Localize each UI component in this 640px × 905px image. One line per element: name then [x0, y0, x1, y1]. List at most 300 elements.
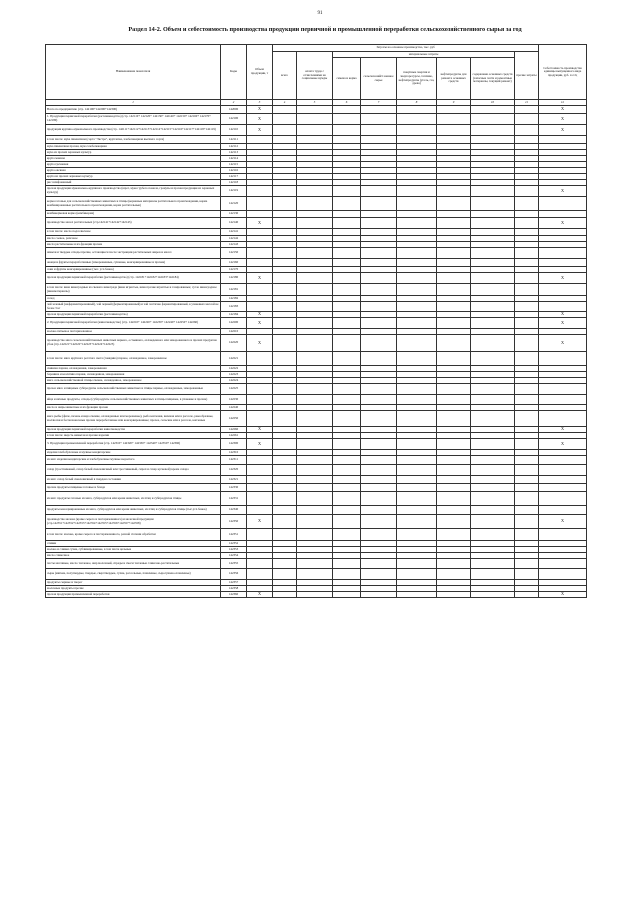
row-cost-cell: [471, 439, 515, 450]
row-cost-cell: [297, 106, 333, 114]
row-code: 142230: [221, 395, 247, 405]
row-name: рис шлифованный: [46, 180, 221, 186]
header-code: Коды: [221, 45, 247, 100]
row-volume: [247, 411, 273, 427]
row-cost-cell: [361, 384, 397, 395]
row-name: сыры (мягкие, полутвердые, твердые, сверхтвердые, сухие, рассольные, плавленые, сыросушено-плавленые): [46, 569, 221, 580]
header-other: прочие затраты: [515, 52, 539, 100]
table-row: [46, 569, 587, 580]
row-volume: [247, 559, 273, 569]
row-name: производство мяса сельскохозяйственных животных варкого, остывшего, охлажденного или замороженного и прочих продуктов убоя (стр.142221+142222+142223+142224+142225): [46, 335, 221, 352]
row-cost-cell: [361, 211, 397, 218]
row-cost-cell: [397, 559, 437, 569]
row-cost-cell: [397, 484, 437, 492]
row-cost-cell: [515, 476, 539, 484]
row-cost-cell: [515, 506, 539, 515]
row-cost-cell: [273, 476, 297, 484]
row-name: масла растительные и их фракции прочие: [46, 242, 221, 248]
col-number: 8: [397, 100, 437, 106]
row-unit-cost: [539, 411, 587, 427]
row-cost-cell: [333, 136, 361, 144]
row-cost-cell: [273, 592, 297, 598]
row-cost-cell: [297, 197, 333, 211]
header-volume: Объем продукции, т: [247, 45, 273, 100]
row-volume: [247, 569, 273, 580]
row-cost-cell: [471, 218, 515, 229]
row-name: из них: продукты готовые из мяса, субпродуктов или крови животных, из птиц и субпродуктов птицы: [46, 492, 221, 506]
header-costs-group: Затраты на основное производство, тыс. руб: [273, 45, 539, 52]
row-name: изделия хлебобулочные и мучные кондитерские: [46, 450, 221, 456]
row-cost-cell: [273, 318, 297, 329]
row-cost-cell: [361, 335, 397, 352]
row-cost-cell: [361, 284, 397, 296]
row-code: 142260: [221, 427, 247, 433]
row-cost-cell: [515, 335, 539, 352]
table-row: [46, 506, 587, 515]
table-row: [46, 352, 587, 366]
row-cost-cell: [297, 229, 333, 236]
row-unit-cost: X: [539, 318, 587, 329]
row-cost-cell: [361, 476, 397, 484]
row-cost-cell: [297, 506, 333, 515]
row-cost-cell: [471, 476, 515, 484]
row-code: 142114: [221, 156, 247, 162]
table-row: [46, 114, 587, 125]
row-unit-cost: [539, 211, 587, 218]
row-cost-cell: [471, 259, 515, 267]
row-unit-cost: X: [539, 427, 587, 433]
row-cost-cell: [297, 248, 333, 259]
row-code: 142182: [221, 296, 247, 302]
row-name: прочая продукция первичной переработки животноводства: [46, 427, 221, 433]
row-code: 142116: [221, 168, 247, 174]
row-unit-cost: X: [539, 114, 587, 125]
row-name: крупа из прочих зерновых культур: [46, 174, 221, 180]
row-name: прочее мясо и пищевые субпродукты сельскохозяйственных животных и птицы парные, охлажденные, замороженные: [46, 384, 221, 395]
row-name: прочая продукция промышленной переработки: [46, 592, 221, 598]
row-cost-cell: [515, 125, 539, 136]
row-volume: X: [247, 427, 273, 433]
row-code: 142142: [221, 236, 247, 242]
header-seeds: семена и корма: [333, 58, 361, 100]
row-name: масло и жиры животные и их фракции прочие: [46, 405, 221, 411]
row-cost-cell: [437, 506, 471, 515]
row-cost-cell: [515, 259, 539, 267]
row-cost-cell: [297, 136, 333, 144]
row-cost-cell: [397, 259, 437, 267]
row-name: 3. Продукция промышленной переработки (стр. 142310+ 142320+ 142330+ 142340+ 142350+ 142360): [46, 439, 221, 450]
row-name: молоко питьевое пастеризованное: [46, 329, 221, 335]
row-cost-cell: [273, 529, 297, 541]
table-row: [46, 125, 587, 136]
table-header: [46, 45, 587, 106]
col-number: 11: [515, 100, 539, 106]
row-cost-cell: [297, 384, 333, 395]
table-row: [46, 395, 587, 405]
table-row: [46, 186, 587, 197]
row-name: мука пшеничная прочая, мука хлебопекарная: [46, 144, 221, 150]
row-name: прочие продукты пищевые готовые и блюда: [46, 484, 221, 492]
table-row: [46, 492, 587, 506]
row-cost-cell: [273, 335, 297, 352]
row-cost-cell: [437, 411, 471, 427]
row-cost-cell: [333, 302, 361, 312]
row-cost-cell: [273, 211, 297, 218]
row-name: прочая продукция первичной переработки (растениеводство): [46, 312, 221, 318]
row-cost-cell: [437, 218, 471, 229]
row-code: 142119: [221, 186, 247, 197]
row-code: 142223: [221, 372, 247, 378]
row-unit-cost: [539, 484, 587, 492]
row-volume: X: [247, 439, 273, 450]
row-cost-cell: [515, 284, 539, 296]
row-volume: [247, 476, 273, 484]
row-cost-cell: [437, 136, 471, 144]
row-cost-cell: [397, 515, 437, 529]
row-cost-cell: [437, 476, 471, 484]
row-code: 142210: [221, 329, 247, 335]
row-name: молочные продукты прочие: [46, 586, 221, 592]
row-cost-cell: [273, 229, 297, 236]
row-cost-cell: [333, 335, 361, 352]
row-code: 142170: [221, 267, 247, 273]
table-row: [46, 211, 587, 218]
row-cost-cell: [397, 465, 437, 476]
row-name: баранина и козлятина парная, охлажденная, замороженная: [46, 372, 221, 378]
row-cost-cell: [361, 136, 397, 144]
table-row: [46, 318, 587, 329]
row-cost-cell: [273, 125, 297, 136]
row-code: 142300: [221, 439, 247, 450]
row-cost-cell: [515, 211, 539, 218]
row-unit-cost: [539, 506, 587, 515]
row-unit-cost: X: [539, 439, 587, 450]
row-cost-cell: [515, 114, 539, 125]
row-cost-cell: [437, 439, 471, 450]
row-cost-cell: [333, 465, 361, 476]
row-cost-cell: [333, 492, 361, 506]
row-cost-cell: [471, 395, 515, 405]
table-body: [46, 106, 587, 598]
row-cost-cell: [437, 569, 471, 580]
row-cost-cell: [333, 284, 361, 296]
row-cost-cell: [297, 484, 333, 492]
row-cost-cell: [397, 229, 437, 236]
row-cost-cell: [333, 411, 361, 427]
row-volume: X: [247, 592, 273, 598]
table-row: [46, 559, 587, 569]
row-cost-cell: [273, 439, 297, 450]
row-code: 142221: [221, 352, 247, 366]
row-cost-cell: [397, 125, 437, 136]
row-unit-cost: X: [539, 186, 587, 197]
row-name: 1. Продукция первичной переработки (растениеводство) (стр. 142110+ 142120+ 142130+ 142140+ 142150+ 142160+ 142170+ 142180): [46, 114, 221, 125]
header-materials-group: материальные затраты: [333, 52, 515, 58]
row-cost-cell: [297, 335, 333, 352]
row-cost-cell: [361, 465, 397, 476]
row-cost-cell: [361, 197, 397, 211]
row-cost-cell: [397, 456, 437, 465]
row-cost-cell: [471, 515, 515, 529]
row-cost-cell: [437, 484, 471, 492]
row-cost-cell: [333, 529, 361, 541]
row-code: 142320: [221, 465, 247, 476]
row-unit-cost: [539, 229, 587, 236]
row-cost-cell: [437, 384, 471, 395]
row-unit-cost: X: [539, 312, 587, 318]
row-code: 142115: [221, 162, 247, 168]
row-code: 142353: [221, 547, 247, 553]
row-cost-cell: [437, 106, 471, 114]
row-cost-cell: [471, 411, 515, 427]
col-number: 9: [437, 100, 471, 106]
row-unit-cost: [539, 352, 587, 366]
row-name: масло сливочное: [46, 553, 221, 559]
row-cost-cell: [471, 335, 515, 352]
row-unit-cost: [539, 136, 587, 144]
row-cost-cell: [273, 186, 297, 197]
row-cost-cell: [515, 229, 539, 236]
row-volume: [247, 465, 273, 476]
row-volume: X: [247, 515, 273, 529]
row-cost-cell: [397, 106, 437, 114]
row-name: из них: сахар белый свекловичный в твердом состоянии: [46, 476, 221, 484]
row-cost-cell: [297, 559, 333, 569]
row-name: мясо сельскохозяйственной птицы свежее, охлажденное, замороженное: [46, 378, 221, 384]
row-cost-cell: [471, 559, 515, 569]
table-row: [46, 136, 587, 144]
row-volume: [247, 259, 273, 267]
row-cost-cell: [515, 411, 539, 427]
row-cost-cell: [273, 284, 297, 296]
row-cost-cell: [273, 197, 297, 211]
table-row: [46, 273, 587, 284]
row-cost-cell: [471, 302, 515, 312]
row-name: производство масел растительных (стр.142141+142142+142143): [46, 218, 221, 229]
row-name: Всего по предприятию (стр. 142100+142200+142300): [46, 106, 221, 114]
row-cost-cell: [471, 569, 515, 580]
row-volume: X: [247, 273, 273, 284]
row-cost-cell: [333, 384, 361, 395]
row-volume: [247, 136, 273, 144]
row-cost-cell: [515, 186, 539, 197]
row-code: 142321: [221, 476, 247, 484]
row-cost-cell: [361, 592, 397, 598]
row-cost-cell: [515, 395, 539, 405]
row-volume: X: [247, 312, 273, 318]
row-code: 142000: [221, 106, 247, 114]
row-cost-cell: [361, 186, 397, 197]
row-cost-cell: [515, 218, 539, 229]
row-code: 142358: [221, 586, 247, 592]
row-cost-cell: [361, 248, 397, 259]
row-cost-cell: [333, 318, 361, 329]
row-volume: [247, 229, 273, 236]
row-unit-cost: [539, 492, 587, 506]
row-cost-cell: [273, 114, 297, 125]
row-volume: [247, 456, 273, 465]
row-cost-cell: [333, 456, 361, 465]
row-name: крупа овсяная: [46, 168, 221, 174]
row-cost-cell: [297, 284, 333, 296]
row-cost-cell: [437, 592, 471, 598]
row-cost-cell: [437, 248, 471, 259]
row-cost-cell: [515, 106, 539, 114]
col-number: 4: [273, 100, 297, 106]
row-volume: [247, 211, 273, 218]
row-code: 142130: [221, 211, 247, 218]
row-code: 142220: [221, 335, 247, 352]
row-cost-cell: [397, 136, 437, 144]
header-maintenance: содержание основных средств (запасные части и ремонтные материалы, текущий ремонт): [471, 58, 515, 100]
row-cost-cell: [471, 384, 515, 395]
row-cost-cell: [297, 218, 333, 229]
row-unit-cost: X: [539, 515, 587, 529]
row-name: солод: [46, 296, 221, 302]
row-cost-cell: [297, 302, 333, 312]
row-cost-cell: [397, 384, 437, 395]
row-cost-cell: [361, 411, 397, 427]
row-cost-cell: [361, 506, 397, 515]
row-cost-cell: [471, 106, 515, 114]
row-code: 142360: [221, 592, 247, 598]
row-cost-cell: [437, 211, 471, 218]
col-number: 1: [46, 100, 221, 106]
row-cost-cell: [333, 273, 361, 284]
row-unit-cost: [539, 559, 587, 569]
row-code: 142181: [221, 284, 247, 296]
row-cost-cell: [273, 515, 297, 529]
row-code: 142113: [221, 150, 247, 156]
row-cost-cell: [437, 456, 471, 465]
row-cost-cell: [361, 484, 397, 492]
row-cost-cell: [333, 229, 361, 236]
header-raw-materials: сельскохозяйст-венное сырье: [361, 58, 397, 100]
row-cost-cell: [437, 229, 471, 236]
row-volume: [247, 302, 273, 312]
row-cost-cell: [437, 302, 471, 312]
row-name: масло соевое, рапсовое: [46, 236, 221, 242]
row-cost-cell: [273, 484, 297, 492]
row-cost-cell: [397, 569, 437, 580]
row-cost-cell: [471, 211, 515, 218]
row-cost-cell: [361, 569, 397, 580]
row-cost-cell: [471, 529, 515, 541]
row-volume: [247, 492, 273, 506]
row-cost-cell: [515, 569, 539, 580]
col-number: 7: [361, 100, 397, 106]
row-cost-cell: [297, 395, 333, 405]
row-code: 142184: [221, 312, 247, 318]
row-cost-cell: [437, 318, 471, 329]
row-cost-cell: [471, 352, 515, 366]
row-cost-cell: [471, 284, 515, 296]
row-name: молоко и сливки сухие, сублимированные, в том числе цельные: [46, 547, 221, 553]
row-code: 142310: [221, 450, 247, 456]
row-name: крупа манная: [46, 156, 221, 162]
table-row: [46, 302, 587, 312]
row-unit-cost: [539, 476, 587, 484]
row-cost-cell: [333, 592, 361, 598]
row-cost-cell: [471, 114, 515, 125]
row-cost-cell: [297, 125, 333, 136]
row-code: 142111: [221, 136, 247, 144]
row-cost-cell: [471, 318, 515, 329]
row-cost-cell: [273, 492, 297, 506]
row-cost-cell: [297, 515, 333, 529]
row-cost-cell: [397, 395, 437, 405]
row-cost-cell: [437, 529, 471, 541]
row-code: 142222: [221, 366, 247, 372]
row-name: в том числе: мука пшеничная (сорта "Экстра", крупчатка, хлебопекарная высшего сорта): [46, 136, 221, 144]
row-name: соки и фрукты консервированные (тыс. усл.банок): [46, 267, 221, 273]
row-cost-cell: [437, 197, 471, 211]
row-cost-cell: [273, 506, 297, 515]
row-cost-cell: [273, 384, 297, 395]
row-cost-cell: [333, 259, 361, 267]
row-cost-cell: [297, 411, 333, 427]
col-number: 10: [471, 100, 515, 106]
row-name: в том числе: шерсть немытая и прочие изделия: [46, 433, 221, 439]
row-cost-cell: [361, 515, 397, 529]
row-cost-cell: [515, 456, 539, 465]
table-row: [46, 592, 587, 598]
row-cost-cell: [297, 529, 333, 541]
row-volume: [247, 384, 273, 395]
row-name: жмыхи и твердые отходы прочие, остающиеся после экстракции растительных жиров и масел: [46, 248, 221, 259]
row-code: 142350: [221, 515, 247, 529]
row-unit-cost: X: [539, 125, 587, 136]
row-cost-cell: [361, 114, 397, 125]
row-code: 142141: [221, 229, 247, 236]
row-name: комбикормовая корма (комбикорма): [46, 211, 221, 218]
row-code: 142355: [221, 559, 247, 569]
row-cost-cell: [471, 248, 515, 259]
row-cost-cell: [297, 476, 333, 484]
row-cost-cell: [471, 125, 515, 136]
row-code: 142250: [221, 411, 247, 427]
row-cost-cell: [273, 273, 297, 284]
row-code: 142330: [221, 484, 247, 492]
row-name: овощи и фрукты переработанные (замороженные, сушеные, консервированные и прочие): [46, 259, 221, 267]
row-name: свинина парная, охлажденная, замороженная: [46, 366, 221, 372]
row-cost-cell: [437, 284, 471, 296]
row-name: 2. Продукция первичной переработки (животноводство) (стр. 142210+ 142220+ 142230+ 142240+ 142250+ 142260): [46, 318, 221, 329]
row-cost-cell: [397, 411, 437, 427]
row-cost-cell: [297, 592, 333, 598]
page-number: 91: [317, 11, 323, 16]
row-cost-cell: [273, 302, 297, 312]
row-name: яйца и яичные продукты, отходы (субпродукты сельскохозяйственных животных и птицы пищевые, в упаковке и прочие): [46, 395, 221, 405]
table-row: [46, 476, 587, 484]
row-cost-cell: [333, 197, 361, 211]
row-volume: X: [247, 218, 273, 229]
table-row: [46, 384, 587, 395]
row-volume: [247, 352, 273, 366]
row-unit-cost: [539, 284, 587, 296]
row-cost-cell: [361, 229, 397, 236]
row-cost-cell: [333, 476, 361, 484]
row-cost-cell: [437, 114, 471, 125]
header-cost-per-unit: Себестоимость производства единицы выпущенного вида продукции, руб. за т/ц: [539, 45, 587, 100]
row-cost-cell: [361, 106, 397, 114]
row-cost-cell: [297, 114, 333, 125]
row-cost-cell: [515, 136, 539, 144]
row-name: пасты масляные, масло топленое, жир молочный, спреды и смеси топленые сливочно-растительные: [46, 559, 221, 569]
row-name: крупа гречневая: [46, 162, 221, 168]
header-total: всего: [273, 52, 297, 100]
row-cost-cell: [397, 506, 437, 515]
